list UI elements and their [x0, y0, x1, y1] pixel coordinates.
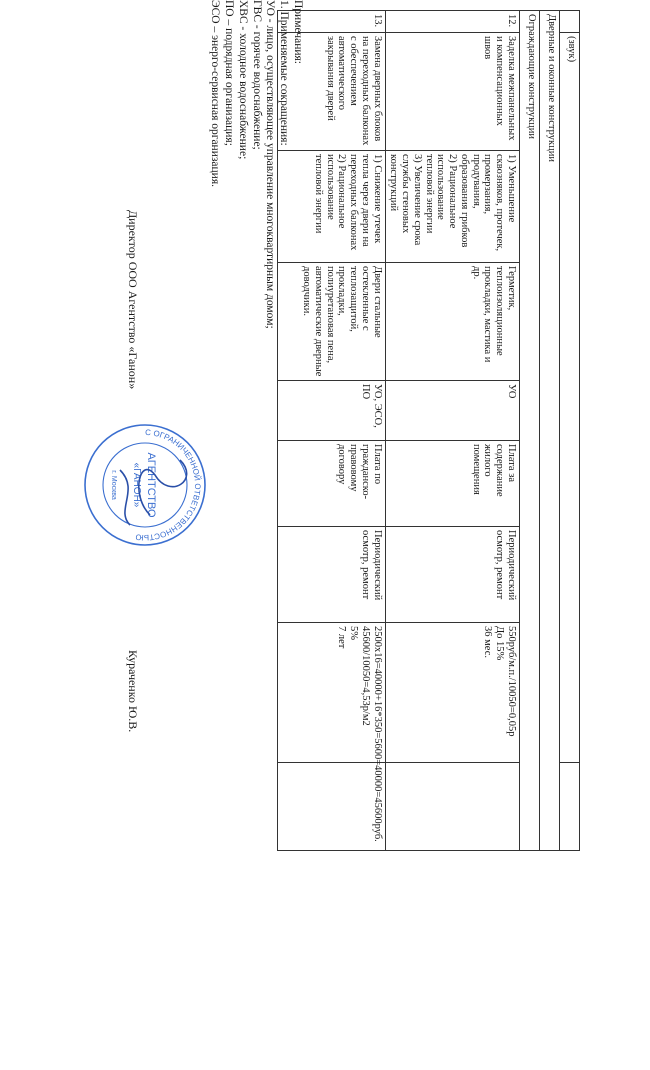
seal-graphic	[80, 420, 210, 550]
cell-source: Плата за содержание жилого помещения	[385, 441, 519, 527]
notes-line: ЭСО – энерго-сервисная организация.	[209, 0, 222, 187]
section-doors-windows: Дверные и оконные конструкции	[540, 11, 560, 851]
seal-city-text: г. Москва	[110, 470, 117, 500]
cell-control: Периодический осмотр, ремонт	[385, 527, 519, 623]
director-title: Директор ООО Агентство «Ганон»	[126, 210, 140, 390]
row-number: 13.	[277, 11, 385, 33]
table-row	[560, 11, 580, 851]
section-enclosing: Ограждающие конструкции	[520, 11, 540, 851]
cell-executor: УО	[385, 381, 519, 441]
notes-line: ПО – подрядная организация;	[223, 0, 236, 146]
cell-effect: 550руб/м.п./10050=0,05р До 15% 36 мес.	[385, 623, 519, 763]
notes-line: 1. Применяемые сокращения:	[278, 0, 291, 146]
cell-goal: 1) Уменьшение сквозняков, протечек, промерзания, продувания, образования грибков 2) Рациональное использование тепловой энергии 3) Увеличение срока службы стеновых конструкций	[385, 151, 519, 263]
table-row	[520, 11, 540, 851]
cell-executor: УО, ЭСО, ПО	[277, 381, 385, 441]
cell-effect: 2500х16=40000+16*350=5600=40000=45600руб. 45600/10050=4,53р/м2 5% 7 лет	[277, 623, 385, 763]
measures-table	[277, 10, 580, 851]
seal-ring-text: С ОГРАНИЧЕННОЙ ОТВЕТСТВЕННОСТЬЮ	[135, 427, 203, 543]
notes-line: ХВС - холодное водоснабжение;	[236, 0, 249, 160]
table-row	[540, 11, 560, 851]
cell-materials: Двери стальные остекленные с теплозащитой, прокладки, полиуретановая пена, автоматические дверные доводчики.	[277, 263, 385, 381]
cell-work: Заделка межпанельных и компенсационных швов	[385, 33, 519, 151]
row-sound-label: (звук)	[560, 33, 580, 763]
director-name: Кураченко Ю.В.	[126, 650, 140, 733]
notes-title: Примечания:	[292, 0, 304, 64]
cell-work: Замена дверных блоков на переходных балконах с обеспечением автоматического закрывания дверей	[277, 33, 385, 151]
table-row	[385, 11, 519, 851]
row-number: 12.	[385, 11, 519, 33]
cell-materials: Герметик, теплоизоляционные прокладки, мастика и др.	[385, 263, 519, 381]
cell-control: Периодический осмотр, ремонт	[277, 527, 385, 623]
notes-line: ГВС - горячее водоснабжение;	[250, 0, 263, 150]
seal-center-text: АГЕНТСТВО	[145, 452, 157, 518]
company-seal	[80, 420, 210, 550]
cell-goal: 1) Снижение утечек тепла через двери на переходных балконах 2) Рациональное использование тепловой энергии	[277, 151, 385, 263]
cell-source: Плата по гражданско-правовому договору	[277, 441, 385, 527]
seal-center-text-2: «ГАНОН»	[131, 462, 142, 508]
signature-line	[120, 0, 140, 860]
notes-block	[207, 0, 304, 700]
notes-line: УО - лицо, осуществляющее управление многоквартирным домом;	[264, 0, 277, 329]
